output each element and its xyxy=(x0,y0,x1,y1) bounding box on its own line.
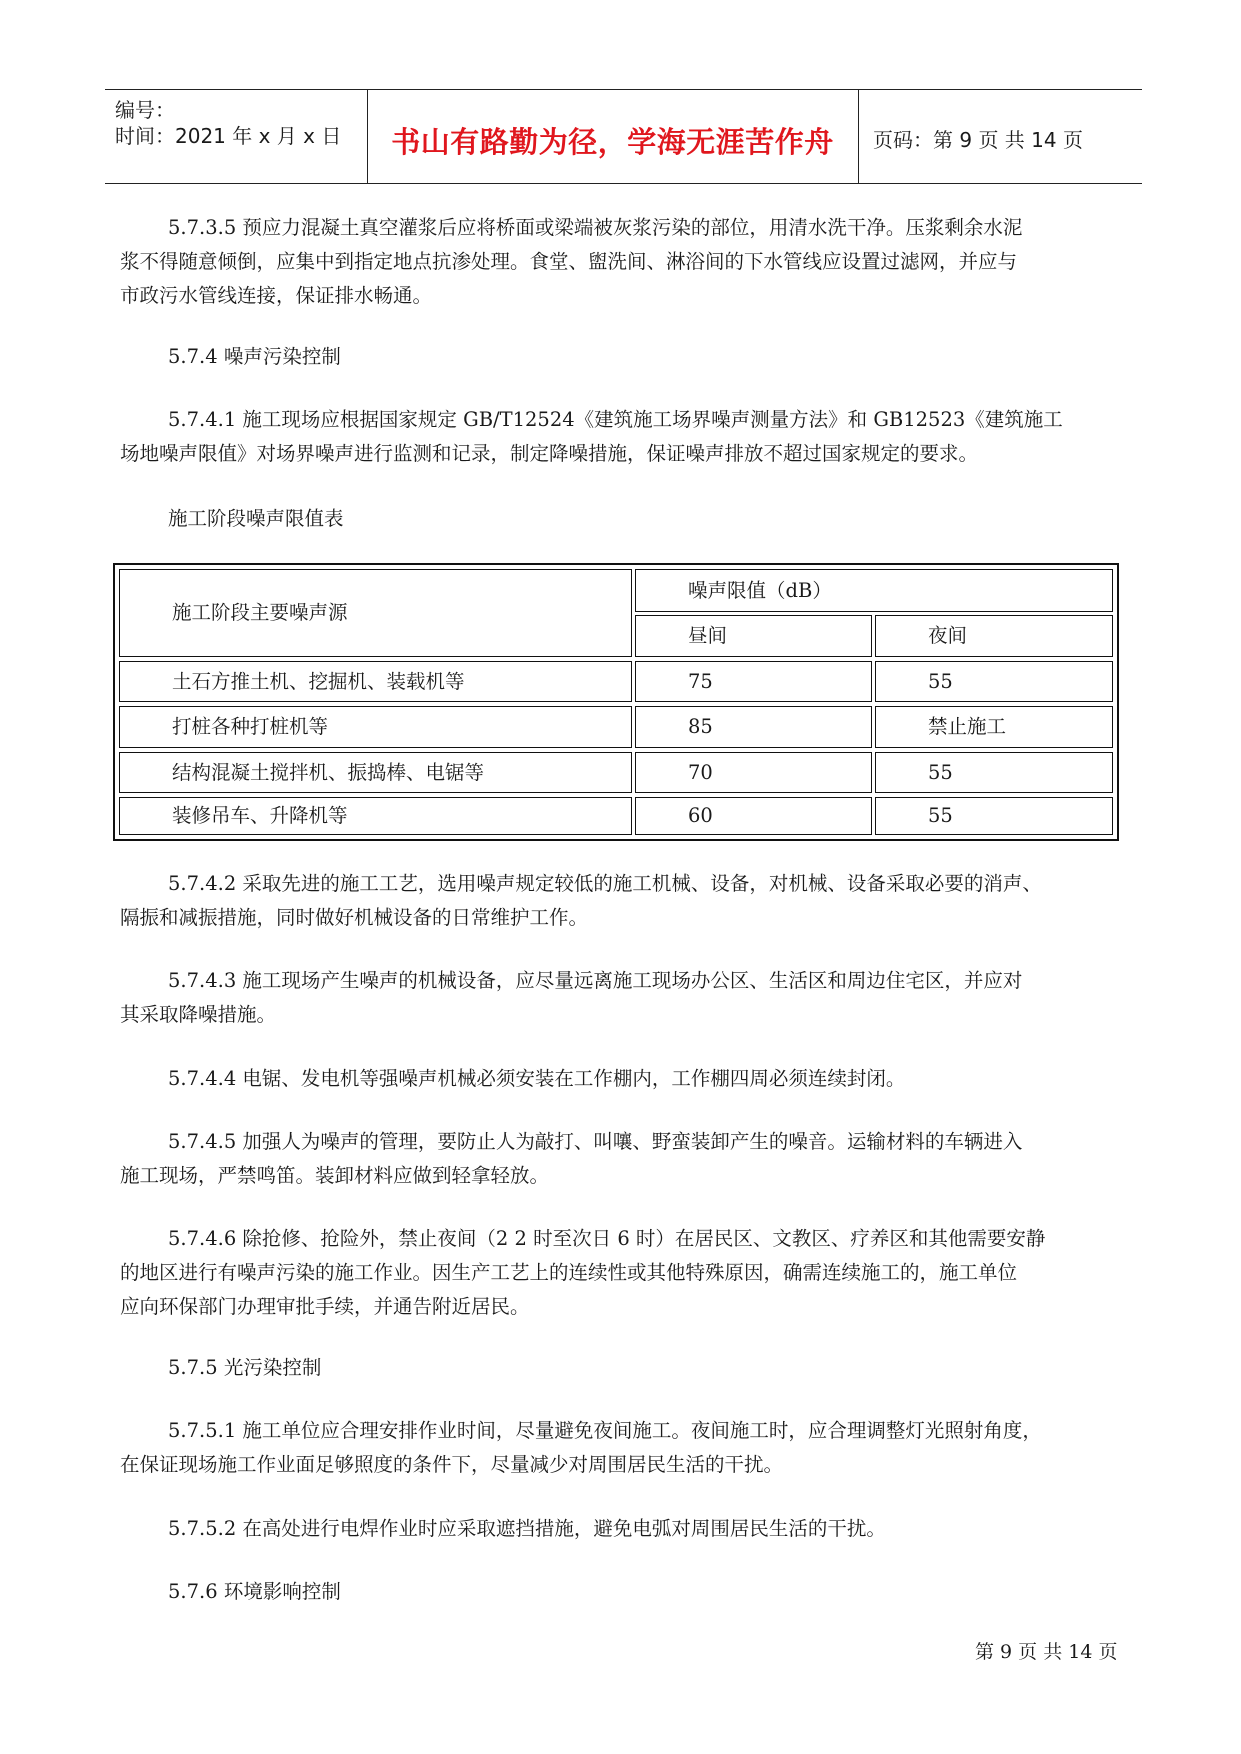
table-header-night: 夜间 xyxy=(875,615,1113,657)
paragraph-5-7-4-2 xyxy=(120,867,1130,935)
section-heading-5-7-6 xyxy=(120,1575,1130,1609)
paragraph-line: 5.7.4.3 施工现场产生噪声的机械设备，应尽量远离施工现场办公区、生活区和周边住宅区，并应对 xyxy=(168,969,1023,992)
table-cell-night: 禁止施工 xyxy=(875,706,1113,748)
paragraph-line: 场地噪声限值》对场界噪声进行监测和记录，制定降噪措施，保证噪声排放不超过国家规定的要求。 xyxy=(120,442,979,465)
section-heading-5-7-4 xyxy=(120,340,1130,374)
paragraph-line: 5.7.4.5 加强人为噪声的管理，要防止人为敲打、叫嚷、野蛮装卸产生的噪音。运输材料的车辆进入 xyxy=(168,1130,1023,1153)
paragraph-line: 5.7.3.5 预应力混凝土真空灌浆后应将桥面或梁端被灰浆污染的部位，用清水洗干净。压浆剩余水泥 xyxy=(168,216,1023,239)
table-header-source: 施工阶段主要噪声源 xyxy=(119,569,632,657)
paragraph-line: 5.7.4.4 电锯、发电机等强噪声机械必须安装在工作棚内，工作棚四周必须连续封闭。 xyxy=(168,1067,906,1090)
header-divider xyxy=(858,90,859,183)
paragraph-line: 应向环保部门办理审批手续，并通告附近居民。 xyxy=(120,1295,530,1318)
paragraph-5-7-4-5 xyxy=(120,1125,1130,1193)
paragraph-5-7-4-1 xyxy=(120,403,1130,471)
paragraph-line: 其采取降噪措施。 xyxy=(120,1003,277,1026)
paragraph-line: 5.7.5 光污染控制 xyxy=(168,1356,322,1379)
section-heading-5-7-5 xyxy=(120,1351,1130,1385)
header-motto: 书山有路勤为径，学海无涯苦作舟 xyxy=(391,125,834,159)
table-cell-day: 60 xyxy=(635,797,872,835)
paragraph-line: 施工现场，严禁鸣笛。装卸材料应做到轻拿轻放。 xyxy=(120,1164,550,1187)
doc-time-label: 时间：2021 年 x 月 x 日 xyxy=(115,124,342,148)
table-cell-source: 打桩各种打桩机等 xyxy=(119,706,632,748)
paragraph-5-7-5-1 xyxy=(120,1414,1130,1482)
table-cell-source: 装修吊车、升降机等 xyxy=(119,797,632,835)
table-cell-day: 85 xyxy=(635,706,872,748)
paragraph-line: 隔振和减振措施，同时做好机械设备的日常维护工作。 xyxy=(120,906,589,929)
table-cell-day: 70 xyxy=(635,752,872,793)
table-cell-source: 土石方推土机、挖掘机、装载机等 xyxy=(119,661,632,702)
paragraph-5-7-4-3 xyxy=(120,964,1130,1032)
paragraph-line: 施工阶段噪声限值表 xyxy=(168,507,344,530)
paragraph-line: 5.7.5.1 施工单位应合理安排作业时间，尽量避免夜间施工。夜间施工时，应合理调整灯光照射角度， xyxy=(168,1419,1042,1442)
paragraph-line: 浆不得随意倾倒，应集中到指定地点抗渗处理。食堂、盥洗间、淋浴间的下水管线应设置过滤网，并应与 xyxy=(120,250,1018,273)
paragraph-line: 5.7.4 噪声污染控制 xyxy=(168,345,341,368)
paragraph-5-7-4-4 xyxy=(120,1062,1130,1096)
paragraph-5-7-4-6 xyxy=(120,1222,1130,1324)
table-cell-day: 75 xyxy=(635,661,872,702)
noise-limit-table xyxy=(113,563,1119,841)
paragraph-line: 5.7.4.2 采取先进的施工工艺，选用噪声规定较低的施工机械、设备，对机械、设备采取必要的消声、 xyxy=(168,872,1042,895)
paragraph-line: 5.7.4.6 除抢修、抢险外，禁止夜间（2 2 时至次日 6 时）在居民区、文教区、疗养区和其他需要安静 xyxy=(168,1227,1046,1250)
page-footer-number: 第 9 页 共 14 页 xyxy=(975,1641,1118,1663)
paragraph-line: 5.7.5.2 在高处进行电焊作业时应采取遮挡措施，避免电弧对周围居民生活的干扰。 xyxy=(168,1517,886,1540)
table-header-day: 昼间 xyxy=(635,615,872,657)
page-header xyxy=(105,89,1142,184)
table-header-limit: 噪声限值（dB） xyxy=(635,569,1113,612)
paragraph-line: 的地区进行有噪声污染的施工作业。因生产工艺上的连续性或其他特殊原因，确需连续施工的，施工单位 xyxy=(120,1261,1018,1284)
table-caption xyxy=(120,502,1130,536)
table-cell-night: 55 xyxy=(875,752,1113,793)
header-page-number: 页码：第 9 页 共 14 页 xyxy=(873,128,1083,152)
paragraph-line: 市政污水管线连接，保证排水畅通。 xyxy=(120,284,433,307)
paragraph-line: 5.7.4.1 施工现场应根据国家规定 GB/T12524《建筑施工场界噪声测量方法》和 GB12523《建筑施工 xyxy=(168,408,1063,431)
table-cell-source: 结构混凝土搅拌机、振捣棒、电锯等 xyxy=(119,752,632,793)
paragraph-5-7-5-2 xyxy=(120,1512,1130,1546)
paragraph-5-7-3-5 xyxy=(120,211,1130,313)
paragraph-line: 5.7.6 环境影响控制 xyxy=(168,1580,341,1603)
header-meta xyxy=(115,90,365,183)
doc-number-label: 编号： xyxy=(115,98,175,122)
table-cell-night: 55 xyxy=(875,797,1113,835)
table-cell-night: 55 xyxy=(875,661,1113,702)
paragraph-line: 在保证现场施工作业面足够照度的条件下，尽量减少对周围居民生活的干扰。 xyxy=(120,1453,784,1476)
